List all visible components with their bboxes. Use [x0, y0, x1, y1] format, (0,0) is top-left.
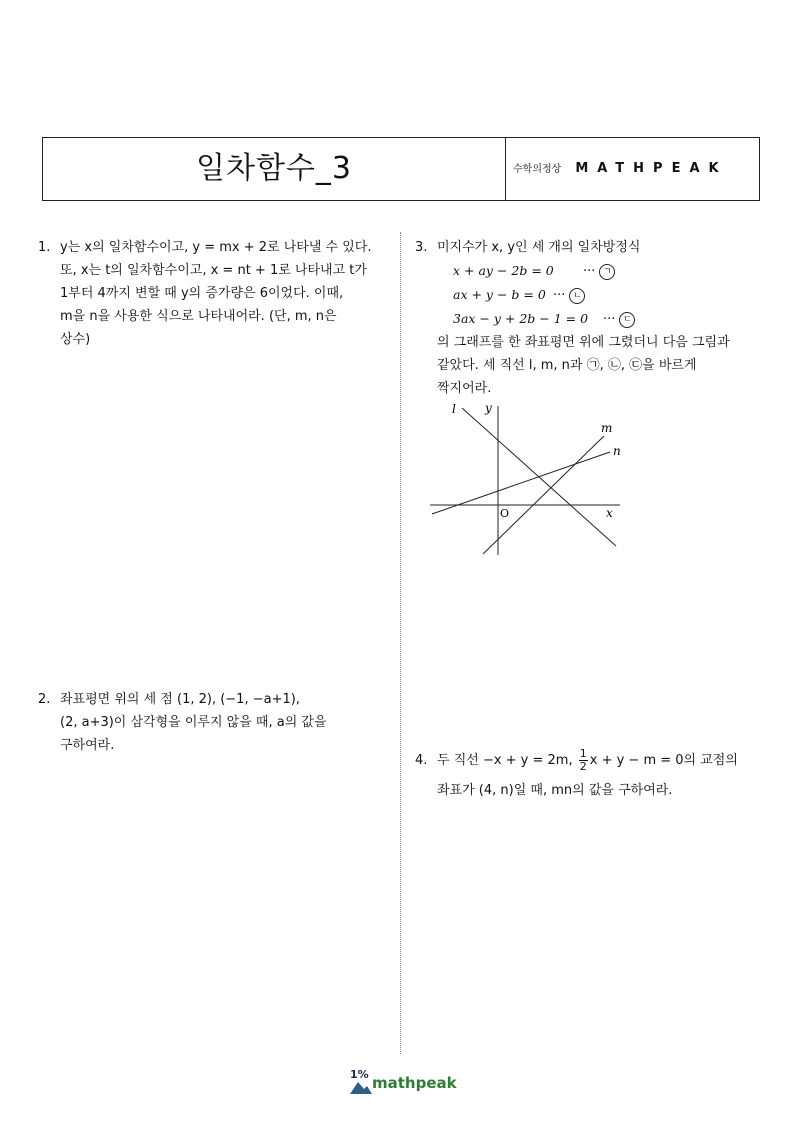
problem-number: 1.: [38, 240, 51, 255]
equation-expr: x + ay − 2b = 0: [453, 263, 554, 278]
equation-mark: ㄴ: [569, 288, 585, 304]
problem-1-line: 또, x는 t의 일차함수이고, x = nt + 1로 나타내고 t가: [60, 263, 367, 278]
brand-english: MATHPEAK: [575, 161, 728, 176]
problem-text: 두 직선 −x + y = 2m,: [437, 753, 573, 768]
header-divider: [505, 138, 506, 200]
problem-3-intro: [415, 236, 730, 259]
equation-dots: ···: [583, 264, 596, 279]
equation-expr: 3ax − y + 2b − 1 = 0: [453, 311, 589, 326]
problem-1-line: 1부터 4까지 변할 때 y의 증가량은 6이었다. 이때,: [60, 286, 344, 301]
column-divider: [400, 232, 401, 1054]
problem-4-line: [415, 746, 738, 776]
brand: [513, 138, 728, 200]
problem-2-line: (2, a+3)이 삼각형을 이루지 않을 때, a의 값을: [60, 715, 327, 730]
problem-3-line: 의 그래프를 한 좌표평면 위에 그렸더니 다음 그림과: [437, 335, 730, 350]
equation-dots: ···: [603, 312, 616, 327]
label-n: n: [613, 444, 621, 458]
problem-3-graph: [428, 400, 628, 560]
equation-expr: ax + y − b = 0: [453, 287, 546, 302]
label-l: l: [452, 402, 456, 416]
line-m: [483, 436, 604, 554]
problem-2: [38, 688, 327, 757]
problem-4: [415, 746, 738, 806]
label-origin: O: [500, 507, 510, 520]
page-title: 일차함수_3: [195, 151, 352, 186]
fraction-denominator: 2: [579, 760, 587, 773]
problem-number: 4.: [415, 753, 428, 768]
fraction-numerator: 1: [579, 747, 587, 760]
mountain-icon: [350, 1080, 372, 1094]
equation-dots: ···: [553, 288, 566, 303]
problem-text: 미지수가 x, y인 세 개의 일차방정식: [437, 240, 641, 255]
footer-percent: 1%: [350, 1068, 369, 1081]
equation-row: [415, 283, 730, 307]
problem-2-line: 구하여라.: [60, 738, 115, 753]
problem-3-line: 짝지어라.: [437, 381, 492, 396]
equation-row: [415, 259, 730, 283]
problem-1-line: 상수): [60, 332, 91, 347]
problem-1: [38, 236, 371, 351]
problem-text: 좌표평면 위의 세 점 (1, 2), (−1, −a+1),: [60, 692, 300, 707]
problem-number: 2.: [38, 692, 51, 707]
brand-korean: 수학의정상: [513, 164, 562, 175]
footer-logo: [350, 1068, 470, 1098]
problem-3-line: 같았다. 세 직선 l, m, n과 ㉠, ㉡, ㉢을 바르게: [437, 358, 697, 373]
header-box: [42, 137, 760, 201]
problem-text: y는 x의 일차함수이고, y = mx + 2로 나타낼 수 있다.: [60, 240, 372, 255]
label-m: m: [601, 421, 613, 435]
label-y: y: [485, 401, 492, 415]
problem-4-line: 좌표가 (4, n)일 때, mn의 값을 구하여라.: [437, 783, 673, 798]
problem-1-line: [38, 236, 371, 259]
fraction: [579, 748, 588, 773]
problem-3: [415, 236, 730, 400]
footer-brand-text: mathpeak: [372, 1074, 457, 1092]
equation-mark: ㄷ: [619, 312, 635, 328]
problem-1-line: m을 n을 사용한 식으로 나타내어라. (단, m, n은: [60, 309, 337, 324]
problem-2-line: [38, 688, 327, 711]
equation-row: [415, 307, 730, 331]
problem-number: 3.: [415, 240, 428, 255]
equation-mark: ㄱ: [599, 264, 615, 280]
label-x: x: [606, 506, 613, 520]
problem-text: x + y − m = 0의 교점의: [589, 753, 738, 768]
